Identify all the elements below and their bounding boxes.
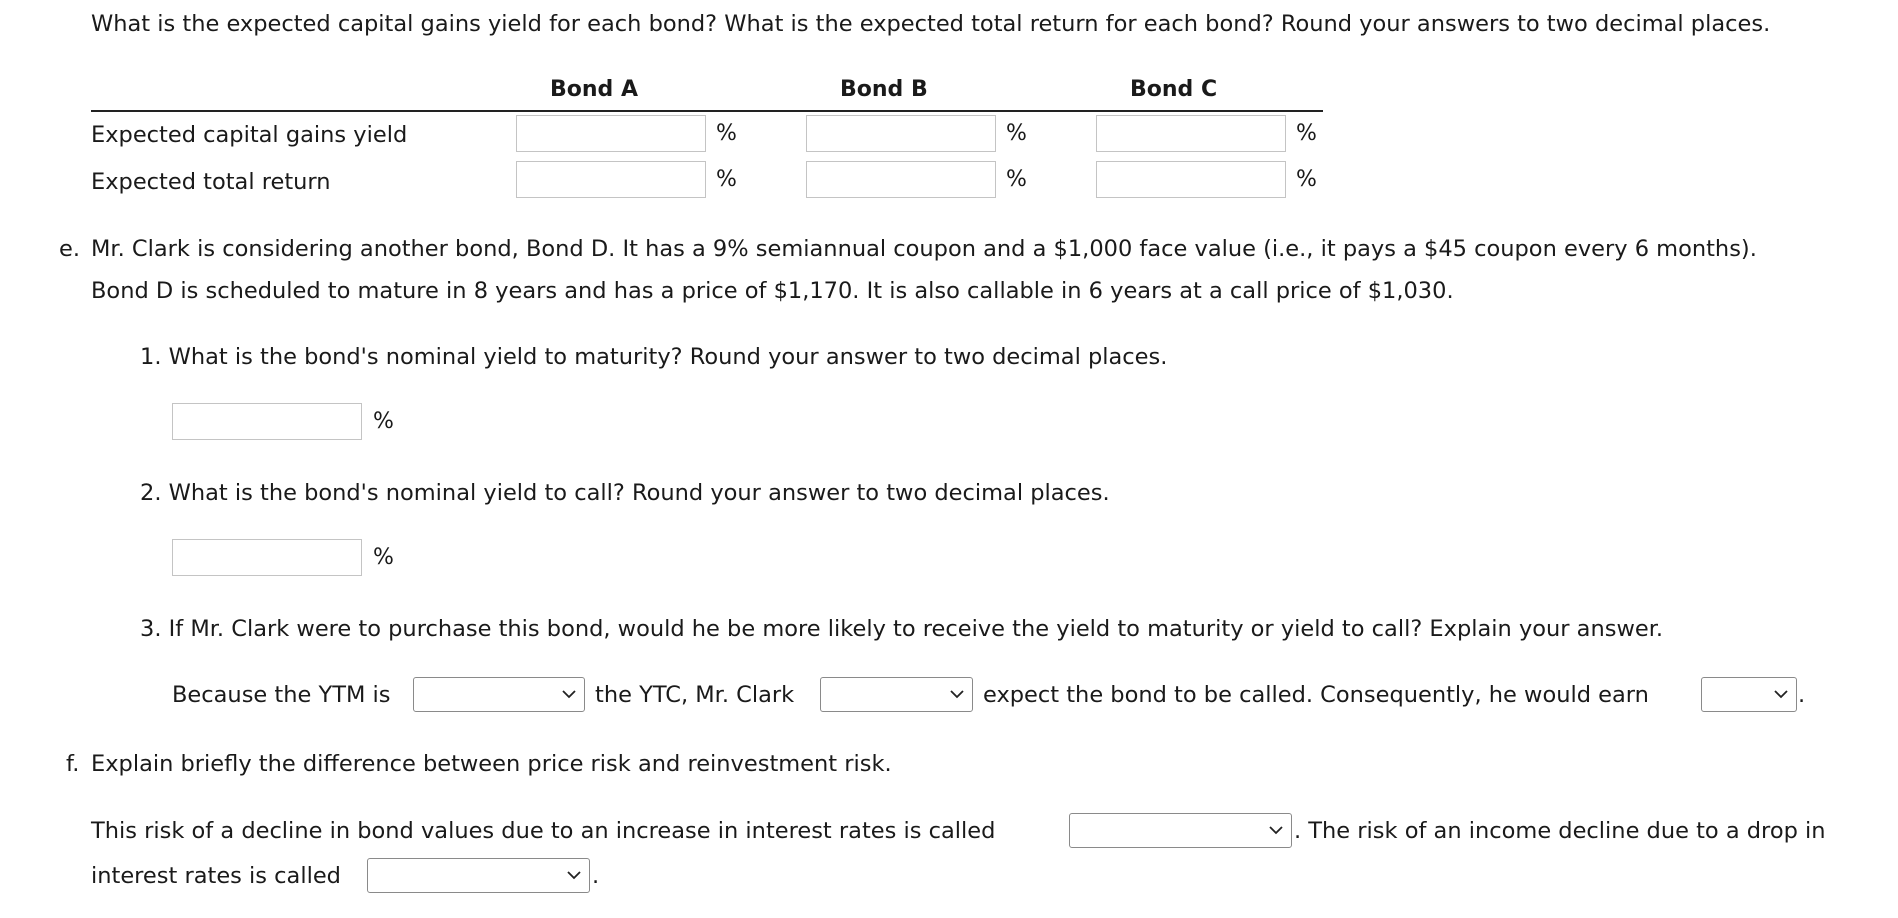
q3-period: . <box>1798 682 1806 708</box>
q3-text-because: Because the YTM is <box>172 682 391 708</box>
ytm-input[interactable] <box>172 403 362 440</box>
bond-a-total-return-input[interactable] <box>516 161 706 198</box>
column-header-bond-c: Bond C <box>1130 77 1218 102</box>
column-header-bond-b: Bond B <box>840 77 928 102</box>
part-f-text-1: This risk of a decline in bond values due to an increase in interest rates is called <box>91 818 996 844</box>
ytm-comparison-dropdown[interactable] <box>413 677 585 712</box>
percent-unit: % <box>716 121 737 146</box>
percent-unit: % <box>1006 121 1027 146</box>
row-label-total-return: Expected total return <box>91 169 331 195</box>
price-risk-dropdown[interactable] <box>1069 813 1292 848</box>
chevron-down-icon <box>949 686 965 702</box>
question-text: What is the expected capital gains yield for each bond? What is the expected total return for each bond? Round your answers to two decimal places. <box>91 11 1771 37</box>
part-f-text-2: . The risk of an income decline due to a drop in <box>1294 818 1826 844</box>
chevron-down-icon <box>566 867 582 883</box>
q3-text-ytc: the YTC, Mr. Clark <box>595 682 795 708</box>
call-expectation-dropdown[interactable] <box>820 677 973 712</box>
chevron-down-icon <box>1773 686 1789 702</box>
percent-unit: % <box>1296 121 1317 146</box>
chevron-down-icon <box>1268 822 1284 838</box>
bond-c-capital-gains-yield-input[interactable] <box>1096 115 1286 152</box>
part-f-marker: f. <box>66 751 80 777</box>
q3-text-expect: expect the bond to be called. Consequently, he would earn <box>983 682 1649 708</box>
yield-earned-dropdown[interactable] <box>1701 677 1797 712</box>
part-f-question: Explain briefly the difference between price risk and reinvestment risk. <box>91 751 892 777</box>
percent-unit: % <box>373 545 394 570</box>
ytc-input[interactable] <box>172 539 362 576</box>
percent-unit: % <box>716 167 737 192</box>
chevron-down-icon <box>561 686 577 702</box>
part-f-period: . <box>592 863 600 889</box>
part-e-marker: e. <box>59 236 80 262</box>
column-header-bond-a: Bond A <box>550 77 638 102</box>
question-3-text: 3. If Mr. Clark were to purchase this bond, would he be more likely to receive the yield to maturity or yield to call? Explain your answer. <box>140 616 1664 642</box>
bond-b-total-return-input[interactable] <box>806 161 996 198</box>
percent-unit: % <box>1296 167 1317 192</box>
percent-unit: % <box>373 409 394 434</box>
reinvestment-risk-dropdown[interactable] <box>367 858 590 893</box>
part-f-text-3: interest rates is called <box>91 863 341 889</box>
part-e-text-line1: Mr. Clark is considering another bond, Bond D. It has a 9% semiannual coupon and a $1,000 face value (i.e., it pays a $45 coupon every 6 months). <box>91 236 1757 262</box>
bond-a-capital-gains-yield-input[interactable] <box>516 115 706 152</box>
question-1-text: 1. What is the bond's nominal yield to maturity? Round your answer to two decimal places. <box>140 344 1168 370</box>
table-header-rule <box>91 110 1323 112</box>
row-label-capital-gains-yield: Expected capital gains yield <box>91 122 408 148</box>
question-2-text: 2. What is the bond's nominal yield to call? Round your answer to two decimal places. <box>140 480 1110 506</box>
part-e-text-line2: Bond D is scheduled to mature in 8 years and has a price of $1,170. It is also callable in 6 years at a call price of $1,030. <box>91 278 1454 304</box>
bond-c-total-return-input[interactable] <box>1096 161 1286 198</box>
percent-unit: % <box>1006 167 1027 192</box>
bond-b-capital-gains-yield-input[interactable] <box>806 115 996 152</box>
